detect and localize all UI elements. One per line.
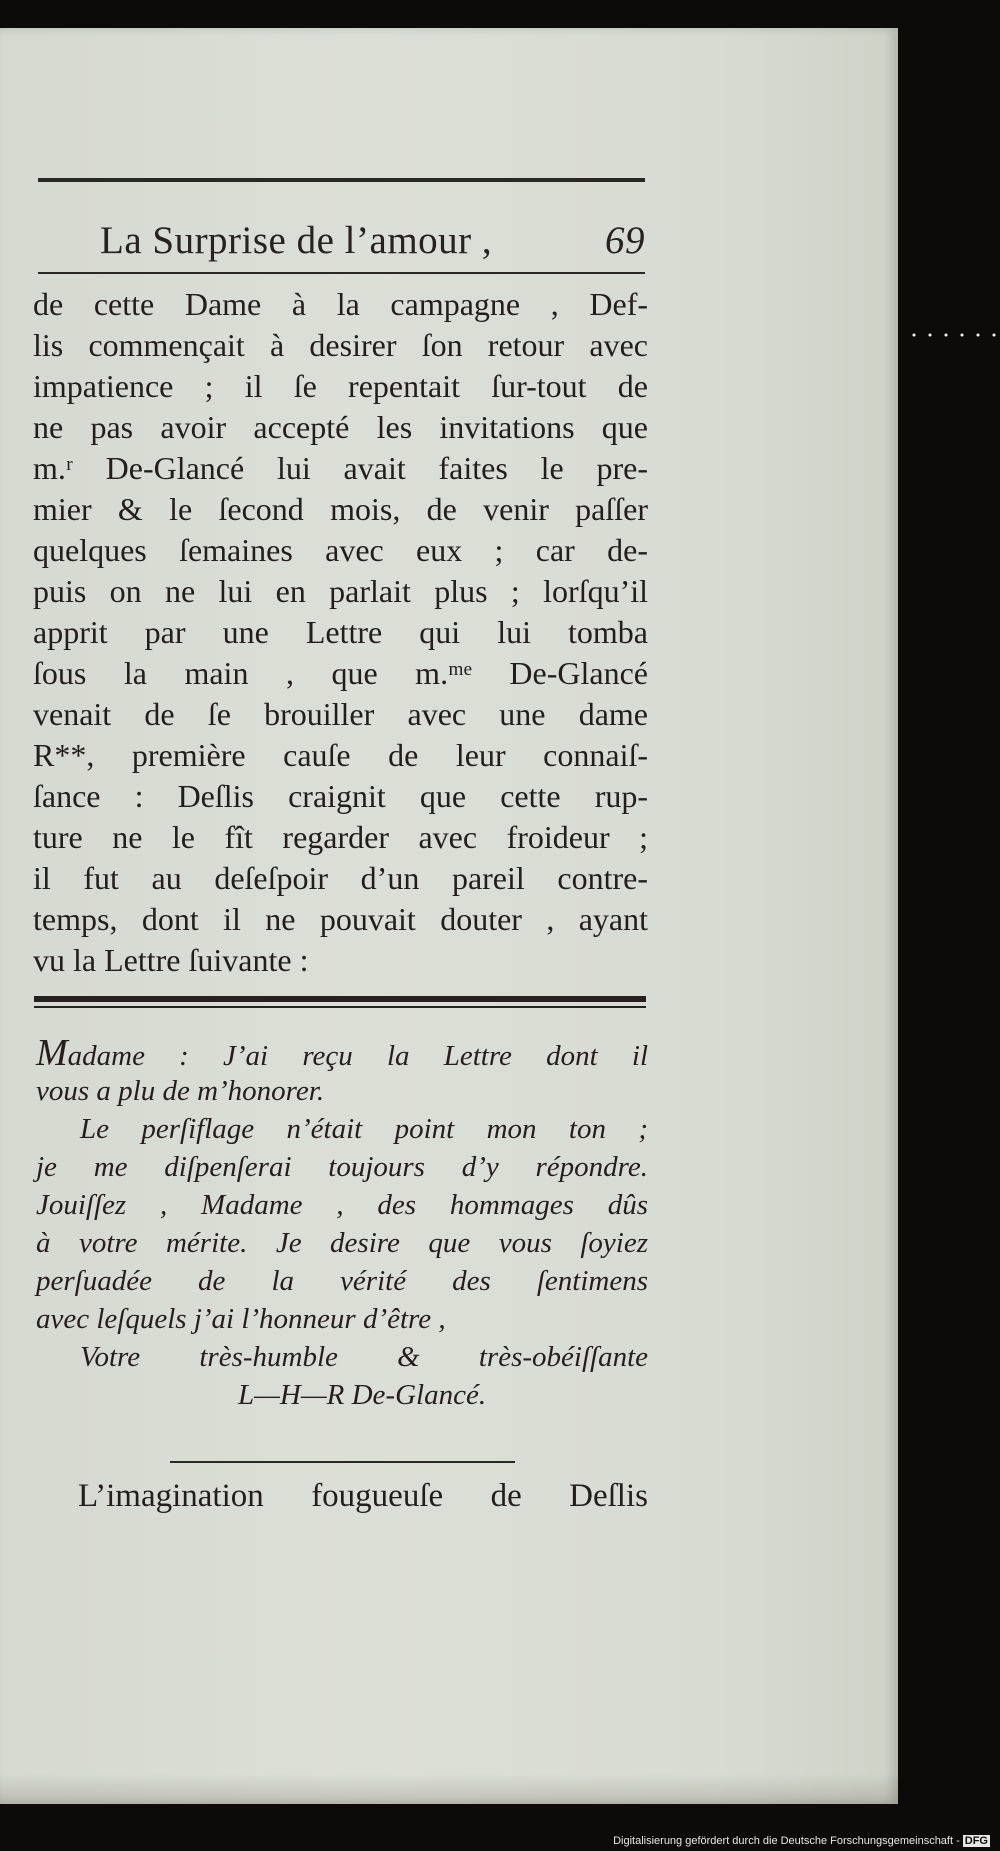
salutation-rest: adame : J’ai reçu la Lettre dont il (67, 1040, 648, 1072)
text-line: ne pas avoir accepté les invitations que (33, 409, 648, 445)
letter-block (36, 1034, 648, 1414)
letter-line (36, 1034, 648, 1072)
text-line: venait de ſe brouiller avec une dame (33, 696, 648, 732)
dfg-logo: DFG (964, 1835, 988, 1847)
letter-line: perſuadée de la vérité des ſentimens (36, 1265, 648, 1297)
letter-line: Le perſiflage n’était point mon ton ; (80, 1113, 648, 1145)
letter-line: avec leſquels j’ai l’honneur d’être , (36, 1303, 446, 1335)
text-line: il fut au deſeſpoir d’un pareil contre- (33, 860, 648, 896)
section-divider (34, 996, 646, 1008)
body-paragraph (33, 284, 648, 981)
salutation-initial: M (36, 1032, 68, 1074)
text-line: quelques ſemaines avec eux ; car de- (33, 532, 648, 568)
top-rule (38, 178, 645, 182)
letter-line: Jouiſſez , Madame , des hommages dûs (36, 1189, 648, 1221)
text-line: ſance : Deſlis craignit que cette rup- (33, 778, 648, 814)
text-line: R**, première cauſe de leur connaiſ- (33, 737, 648, 773)
text-line: de cette Dame à la campagne , Def- (33, 286, 648, 322)
header-rule (38, 272, 645, 274)
text-line: lis commençait à desirer ſon retour avec (33, 327, 648, 363)
text-line: temps, dont il ne pouvait douter , ayant (33, 901, 648, 937)
letter-closing: Votre très-humble & très-obéiſſante (80, 1341, 648, 1373)
short-rule (170, 1461, 515, 1463)
letter-line: je me diſpenſerai toujours d’y répondre. (36, 1151, 648, 1183)
credit-text: Digitalisierung gefördert durch die Deutsche Forschungsgemeinschaft - (613, 1835, 960, 1847)
text-line: impatience ; il ſe repentait ſur-tout de (33, 368, 648, 404)
scan-edge-dots (906, 333, 996, 337)
text-line: m.ʳ De-Glancé lui avait faites le pre- (33, 450, 648, 486)
book-page (0, 28, 898, 1804)
text-line: ture ne le fît regarder avec froideur ; (33, 819, 648, 855)
text-line: puis on ne lui en parlait plus ; lorſqu’il (33, 573, 648, 609)
letter-line: vous a plu de m’honorer. (36, 1075, 325, 1107)
page-number: 69 (605, 219, 645, 262)
digitization-credit (613, 1835, 990, 1847)
catchline: L’imagination fougueuſe de Deſlis (78, 1478, 648, 1514)
letter-signature: L—H—R De-Glancé. (238, 1379, 487, 1411)
text-line: apprit par une Lettre qui lui tomba (33, 614, 648, 650)
letter-line: à votre mérite. Je desire que vous ſoyiez (36, 1227, 648, 1259)
running-title: La Surprise de l’amour , (100, 219, 493, 262)
text-line: mier & le ſecond mois, de venir paſſer (33, 491, 648, 527)
text-line: vu la Lettre ſuivante : (33, 942, 309, 978)
text-line: ſous la main , que m.ᵐᵉ De-Glancé (33, 655, 648, 691)
